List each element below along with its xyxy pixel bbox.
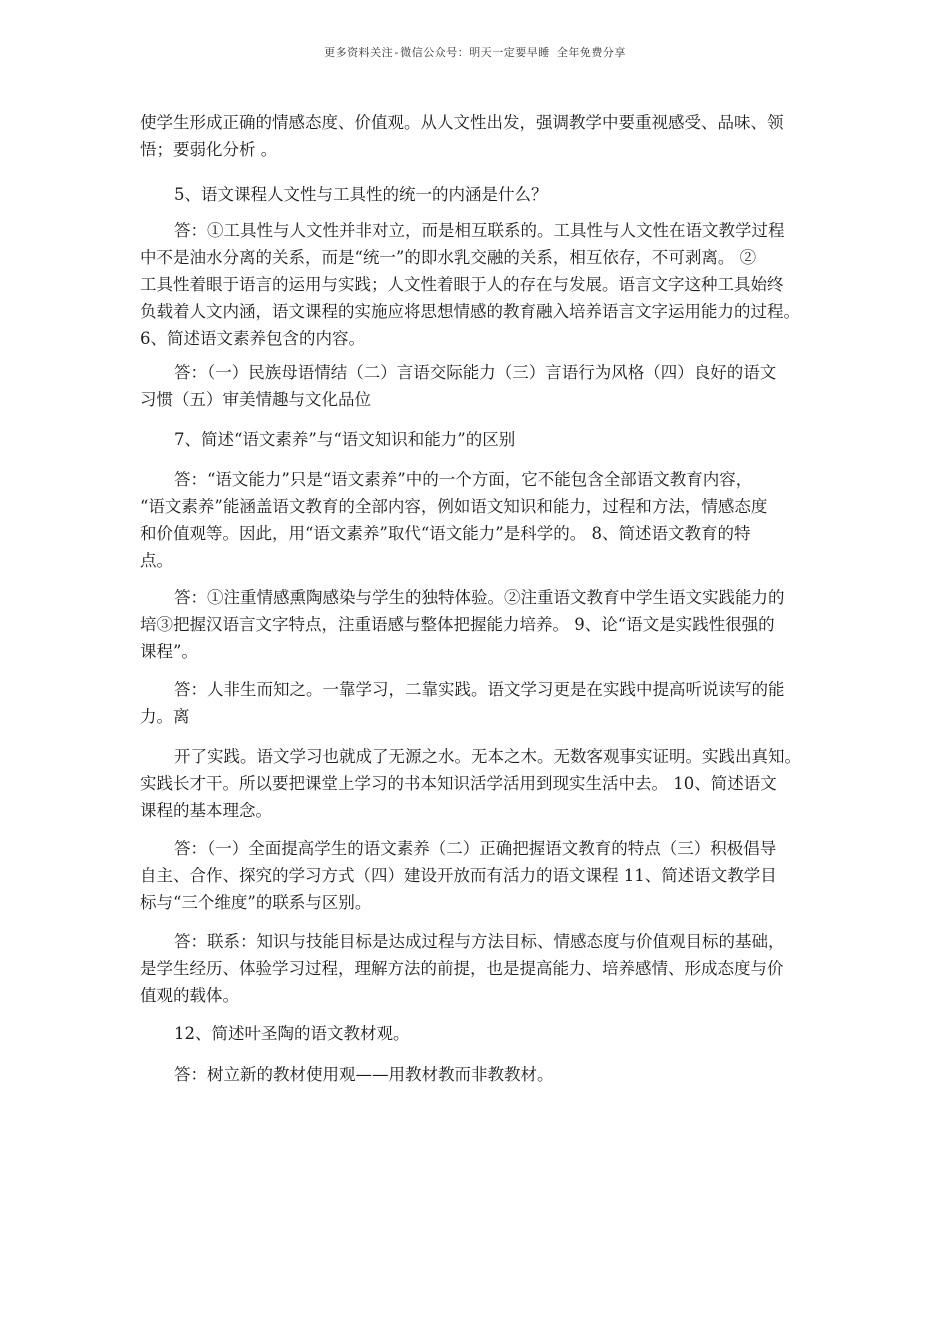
answer-11: 答：联系：知识与技能目标是达成过程与方法目标、情感态度与价值观目标的基础， 是学生经历、体验学习过程，理解方法的前提，也是提高能力、培养感情、形成态度与价 值观的载体。 [140, 932, 785, 1005]
paragraph-intro: 使学生形成正确的情感态度、价值观。从人文性出发，强调教学中要重视感受、品味、领 悟；要弱化分析 。 [140, 113, 784, 159]
question-7: 7、简述“语文素养”与“语文知识和能力”的区别 [174, 430, 516, 449]
question-12: 12、简述叶圣陶的语文教材观。 [174, 1024, 410, 1043]
question-5: 5、语文课程人文性与工具性的统一的内涵是什么？ [174, 185, 548, 204]
answer-9: 答：人非生而知之。一靠学习，二靠实践。语文学习更是在实践中提高听说读写的能 力。离 [140, 680, 785, 726]
answer-6: 答：（一）民族母语情结（二）言语交际能力（三）言语行为风格（四）良好的语文 习惯（五）审美情趣与文化品位 [140, 363, 777, 409]
answer-10: 答：（一）全面提高学生的语文素养（二）正确把握语文教育的特点（三）积极倡导 自主、合作、探究的学习方式（四）建设开放而有活力的语文课程 11、简述语文教学目 标与“三个维度”的联系与区别。 [140, 839, 777, 912]
answer-7: 答：“语文能力”只是“语文素养”中的一个方面，它不能包含全部语文教育内容， “语文素养”能涵盖语文教育的全部内容，例如语文知识和能力，过程和方法，情感态度 和价值观等。因此，用“语文素养”取代“语文能力”是科学的。 8、简述语文教育的特 点。 [140, 470, 768, 570]
page-header: 更多资料关注-微信公众号：明天一定要早睡 全年免费分享 [324, 46, 626, 59]
answer-9-continued: 开了实践。语文学习也就成了无源之水。无本之木。无数客观事实证明。实践出真知。 实践长才干。所以要把课堂上学习的书本知识活学活用到现实生活中去。 10、简述语文 课程的基本理念。 [140, 747, 801, 820]
answer-5: 答：①工具性与人文性并非对立，而是相互联系的。工具性与人文性在语文教学过程 中不是油水分离的关系，而是“统一”的即水乳交融的关系，相互依存，不可剥离。 ② 工具性着眼于语言的运用与实践；人文性着眼于人的存在与发展。语言文字这种工具始终 负载着人文内涵，语文课程的实施应将思想情感的教育融入培养语言文字运用能力的过程。 6、简述语文素养包含的内容。 [140, 221, 800, 348]
answer-12: 答：树立新的教材使用观——用教材教而非教教材。 [174, 1065, 554, 1084]
answer-8: 答：①注重情感熏陶感染与学生的独特体验。②注重语文教育中学生语文实践能力的 培③把握汉语言文字特点，注重语感与整体把握能力培养。 9、论“语文是实践性很强的 课程”。 [140, 588, 785, 661]
